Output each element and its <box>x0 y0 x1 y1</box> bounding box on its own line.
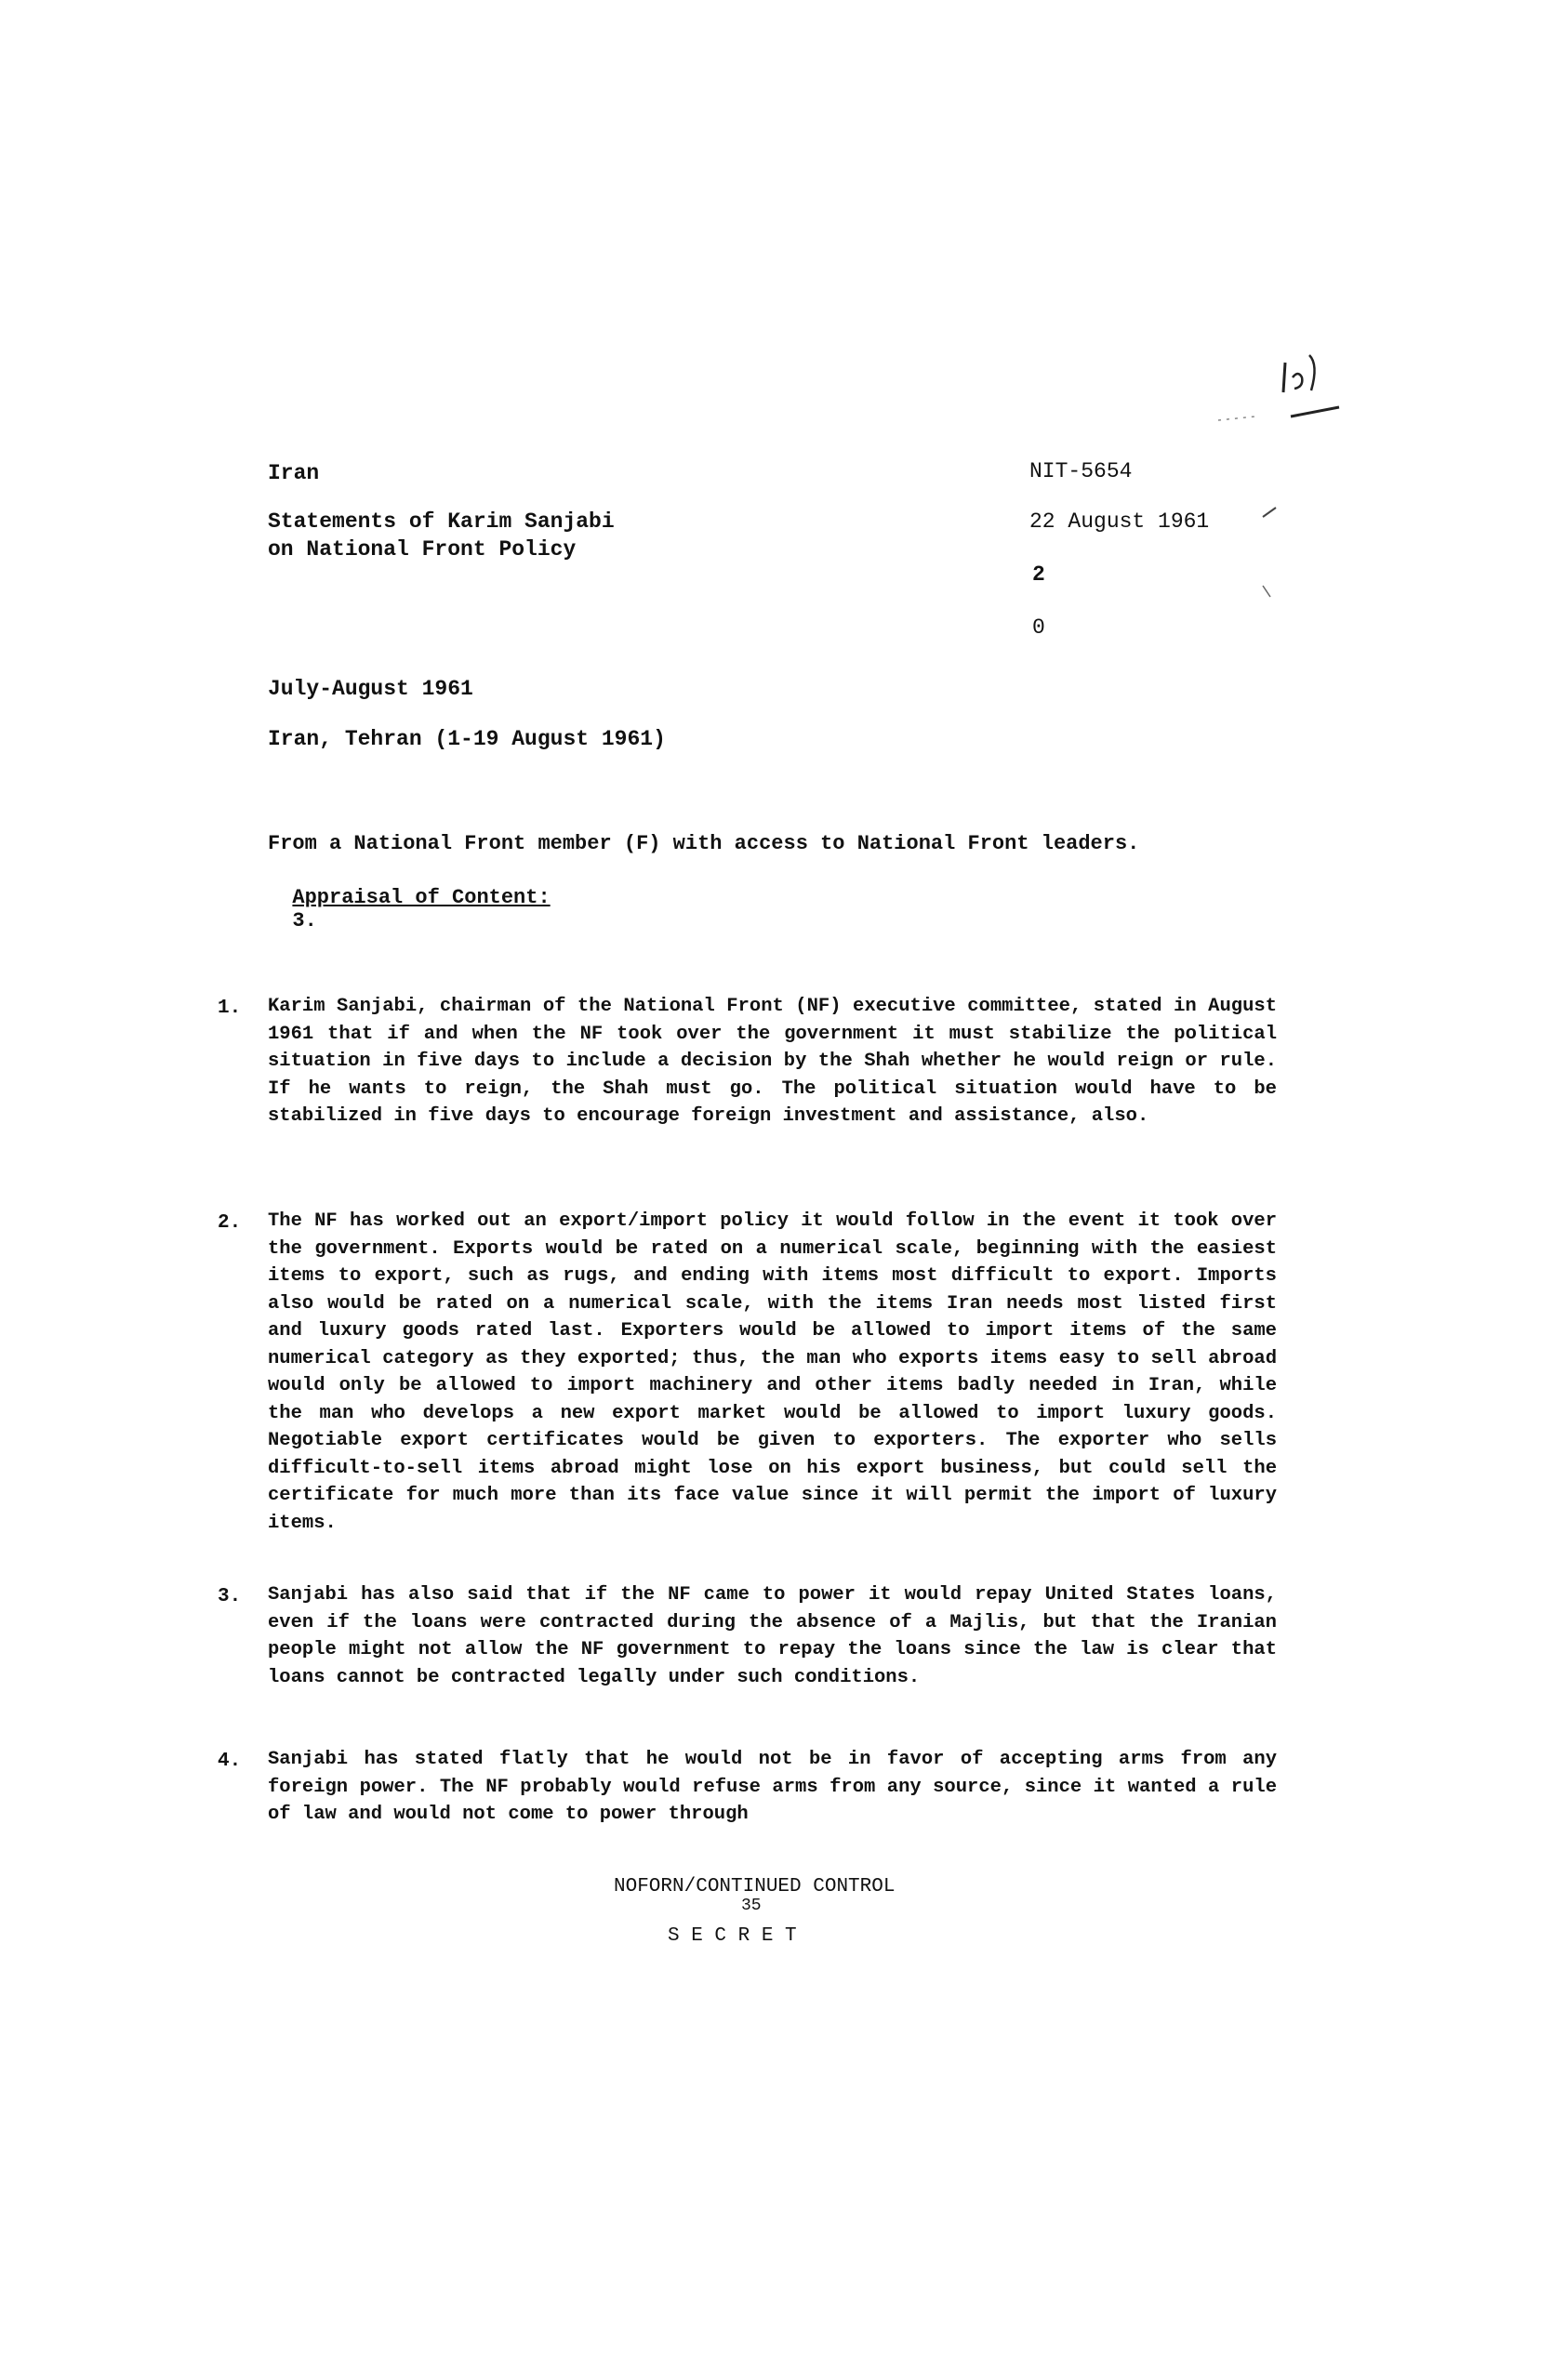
paragraph-2: The NF has worked out an export/import policy it would follow in the event it took over the government. Exports would be rated on a numerical scale, beginning with the easiest items to export, such as rugs, and ending with items most difficult to export. Imports also would be rated on a numerical scale, with the items Iran needs most listed first and luxury goods rated last. Exporters would be allowed to import items of the same numerical category as they exported; thus, the man who exports items easy to sell abroad would only be allowed to import machinery and other items badly needed in Iran, while the man who develops a new export market would be allowed to import luxury goods. Negotiable export certificates would be given to exporters. The exporter who sells difficult-to-sell items abroad might lose on his export business, but could sell the certificate for much more than its face value since it will permit the import of luxury items. <box>268 1210 1277 1534</box>
report-date: 22 August 1961 <box>1029 509 1210 534</box>
source-description: From a National Front member (F) with access to National Front leaders. <box>268 832 1140 855</box>
subject-line-1: Statements of Karim Sanjabi <box>268 509 615 534</box>
report-number: NIT-5654 <box>1029 459 1133 483</box>
appraisal-line <box>268 863 551 932</box>
paragraph-4: Sanjabi has stated flatly that he would not be in favor of accepting arms from any foreign power. The NF probably would refuse arms from any source, since it wanted a rule of law and would not come to power through <box>268 1749 1277 1825</box>
place-and-date: Iran, Tehran (1-19 August 1961) <box>268 727 666 751</box>
paragraph-4-number: 4. <box>218 1751 242 1772</box>
subject-line-2: on National Front Policy <box>268 537 577 562</box>
handwritten-annotation-mark <box>1153 335 1358 614</box>
date-of-information: July-August 1961 <box>268 677 473 701</box>
page-count: 2 <box>1032 562 1045 587</box>
paragraph-3: Sanjabi has also said that if the NF came to power it would repay United States loans, even if the loans were contracted during the absence of a Majlis, but that the Iranian people might not allow the NF government to repay the loans since the law is clear that loans cannot be contracted legally under such conditions. <box>268 1584 1277 1688</box>
paragraph-1-number: 1. <box>218 998 242 1019</box>
attachment-count: 0 <box>1032 615 1045 640</box>
page-number: 35 <box>741 1897 762 1915</box>
country-heading: Iran <box>268 461 320 485</box>
paragraph-1: Karim Sanjabi, chairman of the National Front (NF) executive committee, stated in August 1961 that if and when the NF took over the government it must stabilize the political situation in five days to include a decision by the Shah whether he would reign or rule. If he wants to reign, the Shah must go. The political situation would have to be stabilized in five days to encourage foreign investment and assistance, also. <box>268 996 1277 1127</box>
control-marking: NOFORN/CONTINUED CONTROL <box>614 1876 896 1897</box>
paragraph-3-number: 3. <box>218 1586 242 1607</box>
paragraph-2-number: 2. <box>218 1212 242 1234</box>
classification-marking: S E C R E T <box>668 1925 797 1947</box>
appraisal-label: Appraisal of Content: <box>292 886 551 909</box>
appraisal-value: 3. <box>292 909 317 932</box>
